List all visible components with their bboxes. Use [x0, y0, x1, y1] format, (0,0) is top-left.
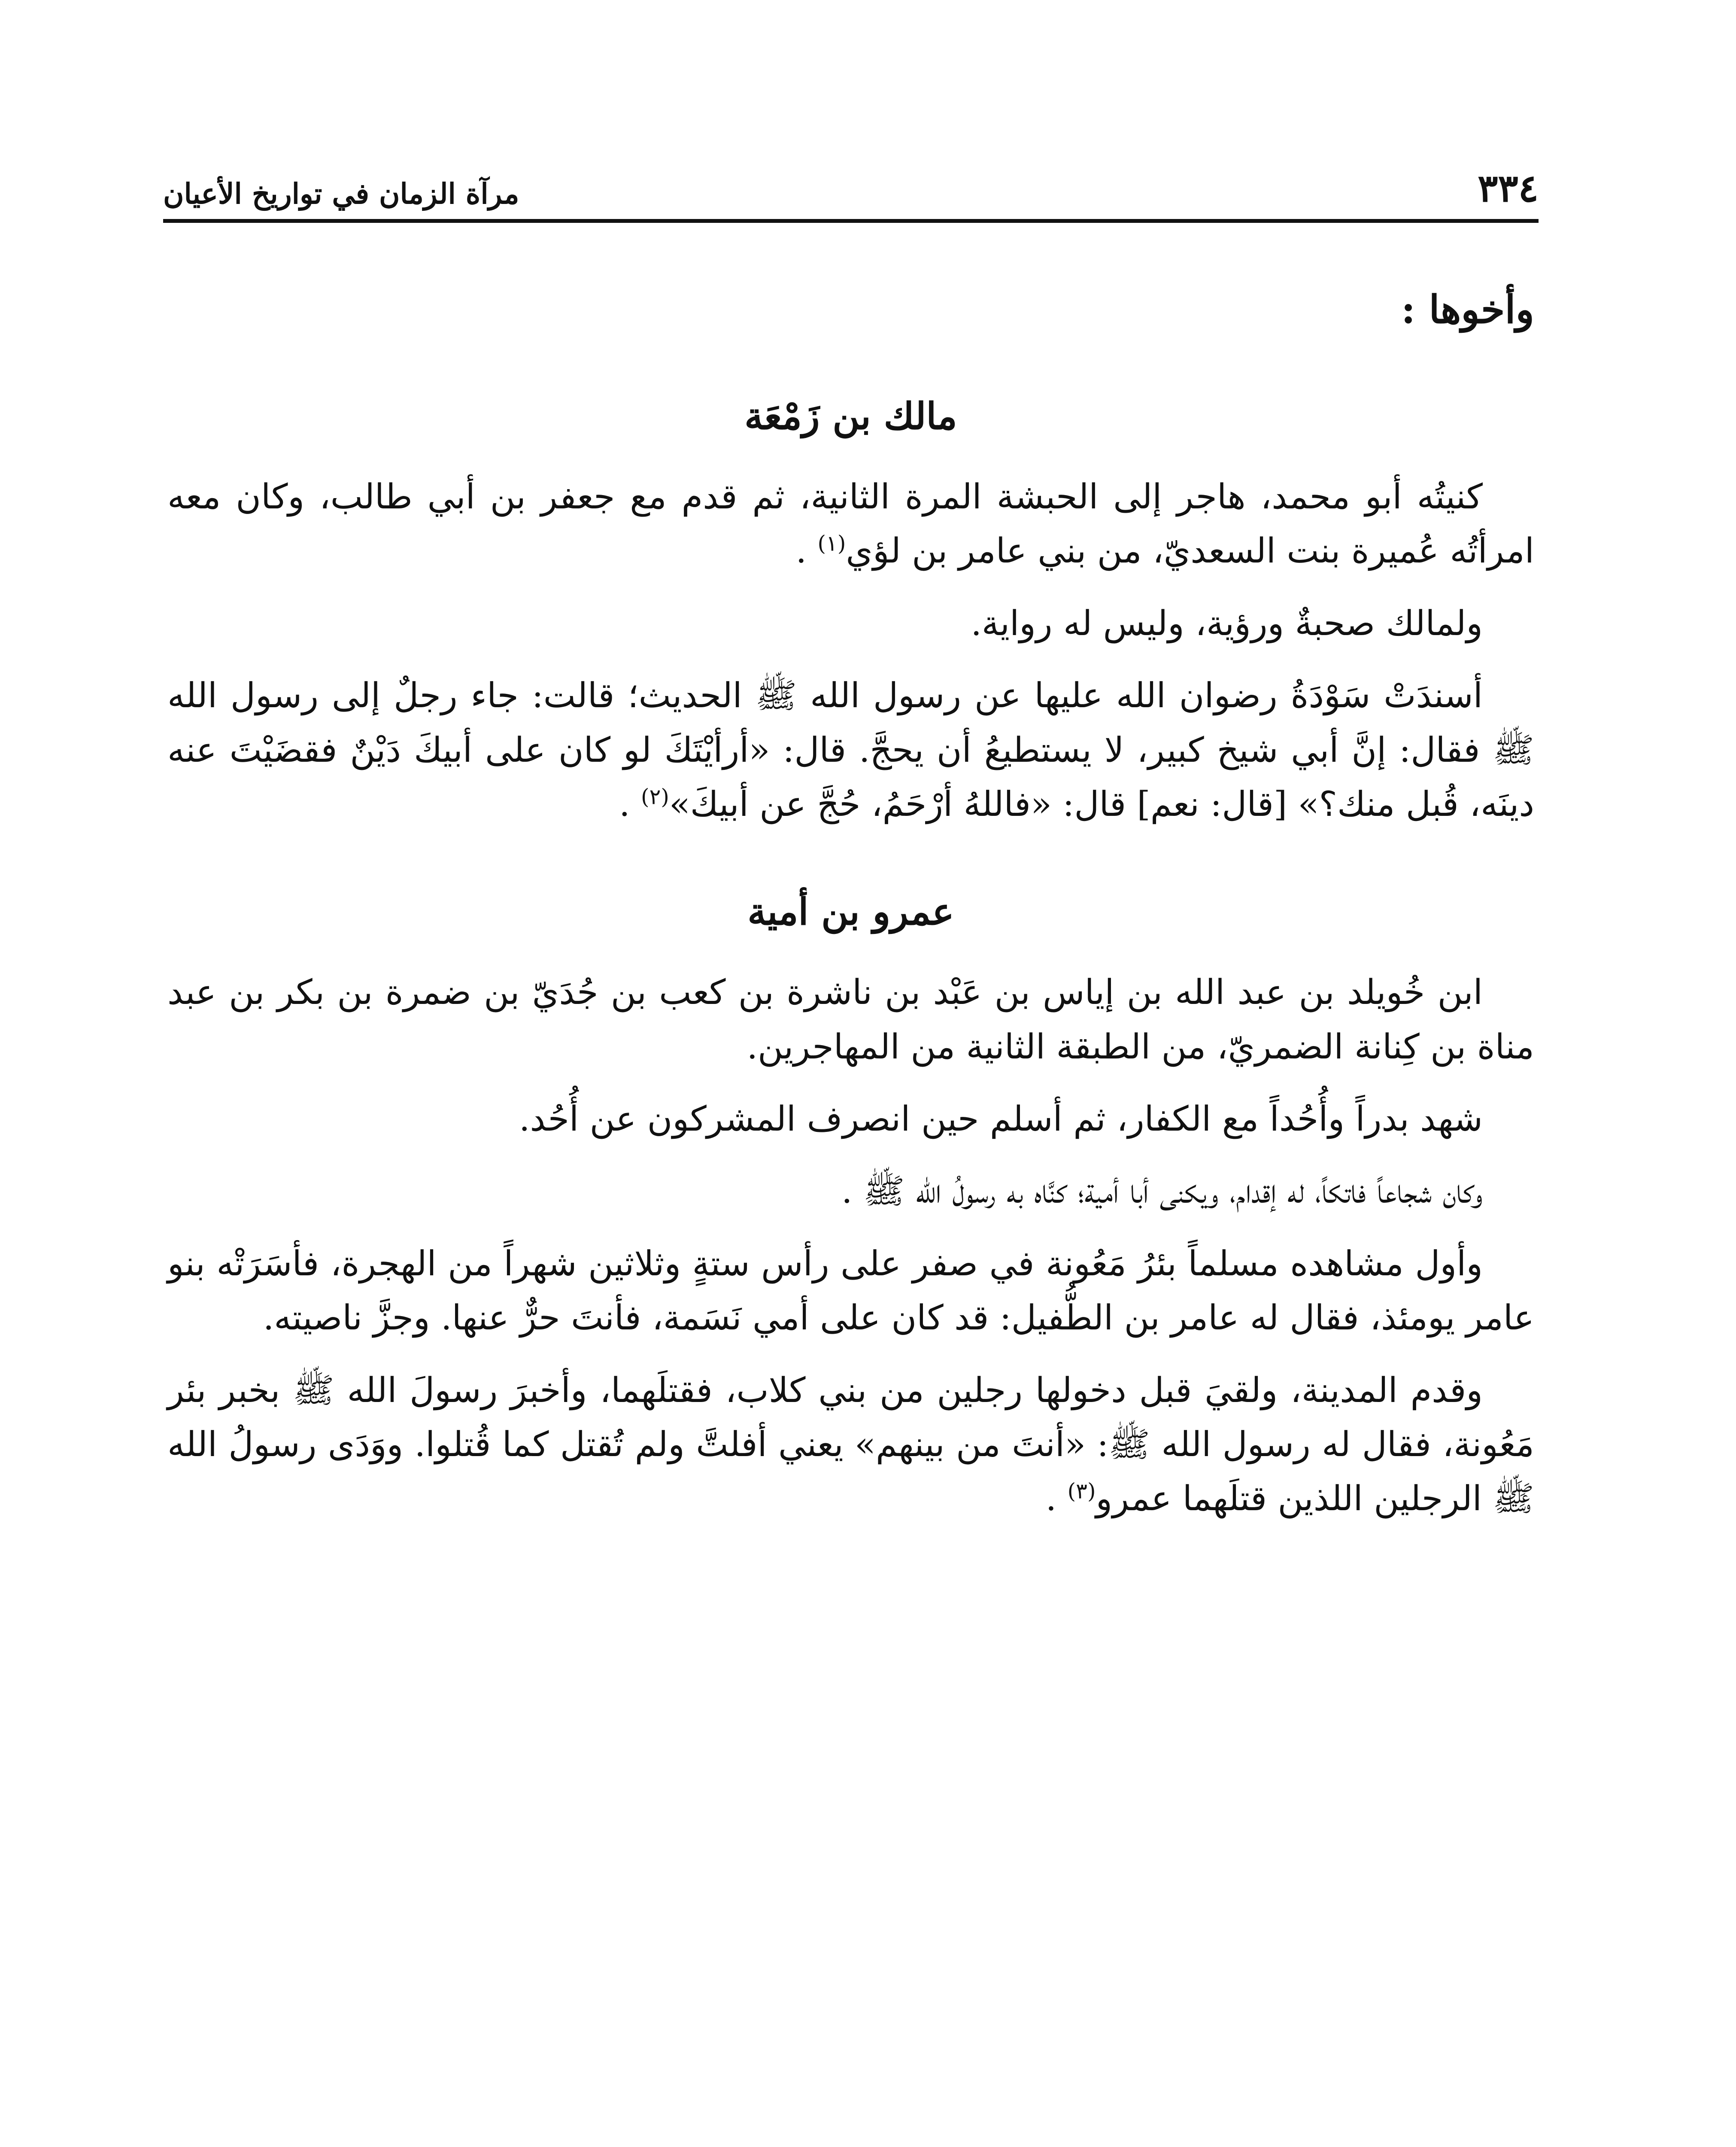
paragraph: كنيتُه أبو محمد، هاجر إلى الحبشة المرة الثانية، ثم قدم مع جعفر بن أبي طالب، وكان معه امرأتُه عُميرة بنت السعديّ، من بني عامر بن لؤي$^{(١)}$ . — [167, 477, 1534, 571]
page-number: ٣٣٤ — [1478, 166, 1539, 210]
footnote-ref: (١) — [817, 531, 846, 556]
paragraph: وقدم المدينة، ولقيَ قبل دخولها رجلين من بني كلاب، فقتلَهما، وأخبرَ رسولَ الله ﷺ بخبر بئر مَعُونة، فقال له رسول الله ﷺ: «أنتَ من بينهم» يعني أفلتَّ ولم تُقتل كما قُتلوا. ووَدَى رسولُ الله ﷺ الرجلين اللذين قتلَهما عمرو$^{(٣)}$ . — [167, 1370, 1534, 1519]
main-text — [167, 266, 1534, 1544]
paragraph: وكان شجاعاً فاتكاً، له إقدام، ويكنى أبا أمية؛ كنَّاه به رسولُ الله ﷺ . — [841, 1171, 1483, 1211]
footnote-ref: (٣) — [1067, 1478, 1096, 1504]
paragraph: أسندَتْ سَوْدَةُ رضوان الله عليها عن رسول الله ﷺ الحديث؛ قالت: جاء رجلٌ إلى رسول الله ﷺ فقال: إنَّ أبي شيخ كبير، لا يستطيعُ أن يحجَّ. قال: «أرأيْتَكَ لو كان على أبيكَ دَيْنٌ فقضَيْتَ عنه دينَه، قُبل منك؟» [قال: نعم] قال: «فاللهُ أرْحَمُ، حُجَّ عن أبيكَ»$^{(٢)}$ . — [167, 675, 1534, 824]
header-rule — [163, 219, 1539, 223]
lead-label: وأخوها : — [1401, 287, 1534, 332]
footnote-ref: (٢) — [640, 784, 669, 809]
section-heading-amr: عمرو بن أمية — [747, 890, 954, 934]
paragraph: ولمالك صحبةٌ ورؤية، وليس له رواية. — [971, 603, 1483, 643]
paragraph: شهد بدراً وأُحُداً مع الكفار، ثم أسلم حين انصرف المشركون عن أُحُد. — [519, 1099, 1483, 1139]
page-header — [163, 146, 1539, 210]
paragraph: ابن خُويلد بن عبد الله بن إياس بن عَبْد بن ناشرة بن كعب بن جُدَيّ بن ضمرة بن بكر بن عبد مناة بن كِنانة الضمريّ، من الطبقة الثانية من المهاجرين. — [167, 972, 1534, 1067]
section-heading-malik: مالك بن زَمْعَة — [744, 395, 957, 438]
paragraph: وأول مشاهده مسلماً بئرُ مَعُونة في صفر على رأس ستةٍ وثلاثين شهراً من الهجرة، فأسَرَتْه بنو عامر يومئذ، فقال له عامر بن الطُّفيل: قد كان على أمي نَسَمة، فأنتَ حرٌّ عنها. وجزَّ ناصيته. — [167, 1243, 1534, 1338]
running-title: مرآة الزمان في تواريخ الأعيان — [163, 177, 519, 210]
